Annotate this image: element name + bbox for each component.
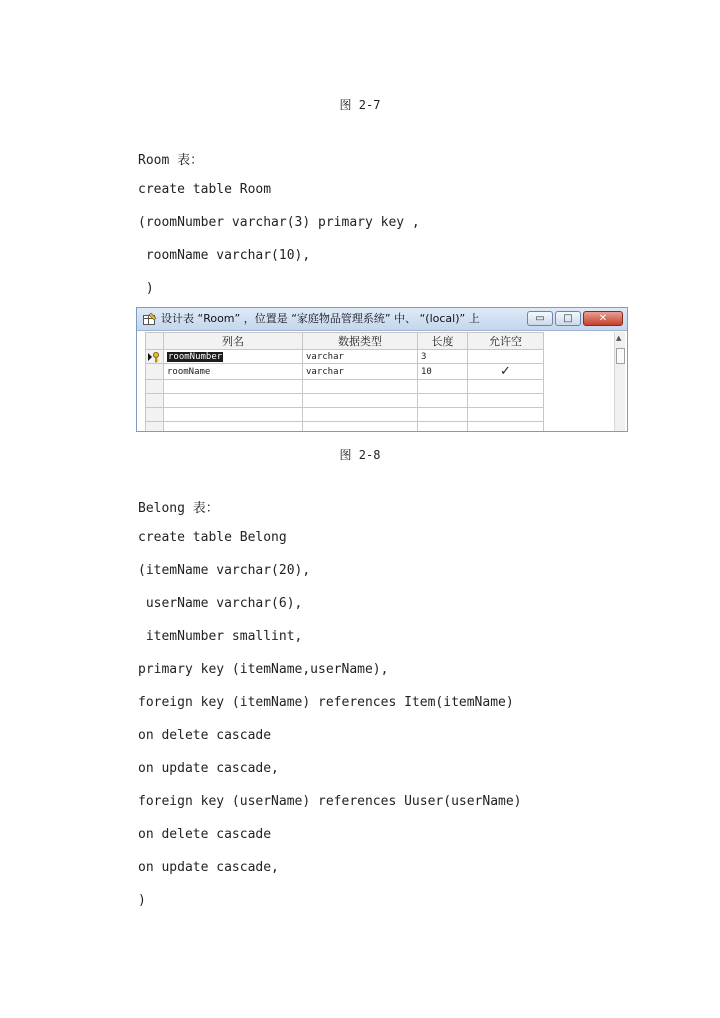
cell-length[interactable]: [418, 408, 468, 422]
room-code-line-4: ): [138, 281, 154, 296]
room-code-line-2: (roomNumber varchar(3) primary key ,: [138, 215, 420, 230]
grid-header-row: [146, 333, 544, 350]
close-button[interactable]: [583, 311, 623, 326]
cell-nullable[interactable]: [468, 394, 544, 408]
table-row[interactable]: [146, 350, 544, 364]
cell-nullable[interactable]: [468, 350, 544, 364]
belong-code-line-12: ): [138, 893, 146, 908]
cell-column-name[interactable]: [164, 394, 303, 408]
table-row[interactable]: [146, 364, 544, 380]
vertical-scrollbar[interactable]: [614, 332, 625, 432]
designer-title: 设计表 “Room” ，位置是 “家庭物品管理系统” 中、 “(local)” 上: [161, 312, 480, 325]
table-design-icon: [143, 312, 157, 325]
cell-length[interactable]: [418, 380, 468, 394]
belong-code-line-9: foreign key (userName) references Uuser(userName): [138, 794, 522, 809]
cell-nullable[interactable]: [468, 408, 544, 422]
figure-caption-2-8: 图 2-8: [339, 448, 381, 462]
cell-length[interactable]: 3: [418, 350, 468, 364]
belong-code-line-7: on delete cascade: [138, 728, 272, 743]
table-row[interactable]: [146, 394, 544, 408]
scrollbar-thumb[interactable]: [616, 348, 625, 364]
table-row[interactable]: [146, 380, 544, 394]
cell-data-type[interactable]: varchar: [303, 350, 418, 364]
row-selector[interactable]: [146, 408, 164, 422]
cell-data-type[interactable]: [303, 422, 418, 433]
maximize-button[interactable]: [555, 311, 581, 326]
row-selector[interactable]: [146, 350, 164, 364]
cell-data-type[interactable]: [303, 394, 418, 408]
table-row[interactable]: [146, 408, 544, 422]
cell-column-name[interactable]: roomNumber: [164, 350, 303, 364]
room-code-line-3: roomName varchar(10),: [138, 248, 311, 263]
cell-length[interactable]: 10: [418, 364, 468, 380]
cell-nullable[interactable]: [468, 422, 544, 433]
belong-code-line-1: create table Belong: [138, 530, 287, 545]
cell-column-name[interactable]: [164, 408, 303, 422]
cell-data-type[interactable]: [303, 380, 418, 394]
cell-nullable[interactable]: ✓: [468, 364, 544, 380]
maximize-icon: □: [563, 313, 573, 324]
column-header-length[interactable]: 长度: [418, 333, 468, 350]
cell-data-type[interactable]: varchar: [303, 364, 418, 380]
table-row[interactable]: [146, 422, 544, 433]
cell-column-name[interactable]: roomName: [164, 364, 303, 380]
belong-code-line-2: (itemName varchar(20),: [138, 563, 311, 578]
cell-length[interactable]: [418, 422, 468, 433]
belong-code-line-4: itemNumber smallint,: [138, 629, 303, 644]
belong-code-line-11: on update cascade,: [138, 860, 279, 875]
column-definition-grid: [145, 332, 544, 432]
belong-code-line-6: foreign key (itemName) references Item(itemName): [138, 695, 514, 710]
row-selector[interactable]: [146, 380, 164, 394]
room-code-line-1: create table Room: [138, 182, 272, 197]
cell-column-name[interactable]: [164, 422, 303, 433]
minimize-button[interactable]: [527, 311, 553, 326]
row-selector[interactable]: [146, 422, 164, 433]
cell-column-name[interactable]: [164, 380, 303, 394]
figure-caption-2-7: 图 2-7: [339, 98, 381, 112]
belong-code-line-8: on update cascade,: [138, 761, 279, 776]
cell-data-type[interactable]: [303, 408, 418, 422]
designer-titlebar: [137, 308, 627, 331]
close-icon: ✕: [598, 313, 608, 324]
cell-length[interactable]: [418, 394, 468, 408]
belong-heading: Belong 表：: [138, 501, 219, 516]
row-selector[interactable]: [146, 394, 164, 408]
room-heading: Room 表：: [138, 153, 204, 168]
table-designer-window: [136, 307, 628, 432]
belong-code-line-3: userName varchar(6),: [138, 596, 303, 611]
belong-code-line-5: primary key (itemName,userName),: [138, 662, 389, 677]
column-header-type[interactable]: 数据类型: [303, 333, 418, 350]
scroll-up-icon[interactable]: ▲: [616, 334, 622, 342]
row-selector-header: [146, 333, 164, 350]
row-selector[interactable]: [146, 364, 164, 380]
cell-nullable[interactable]: [468, 380, 544, 394]
belong-code-line-10: on delete cascade: [138, 827, 272, 842]
column-header-nullable[interactable]: 允许空: [468, 333, 544, 350]
column-header-name[interactable]: 列名: [164, 333, 303, 350]
minimize-icon: ▭: [535, 313, 545, 324]
